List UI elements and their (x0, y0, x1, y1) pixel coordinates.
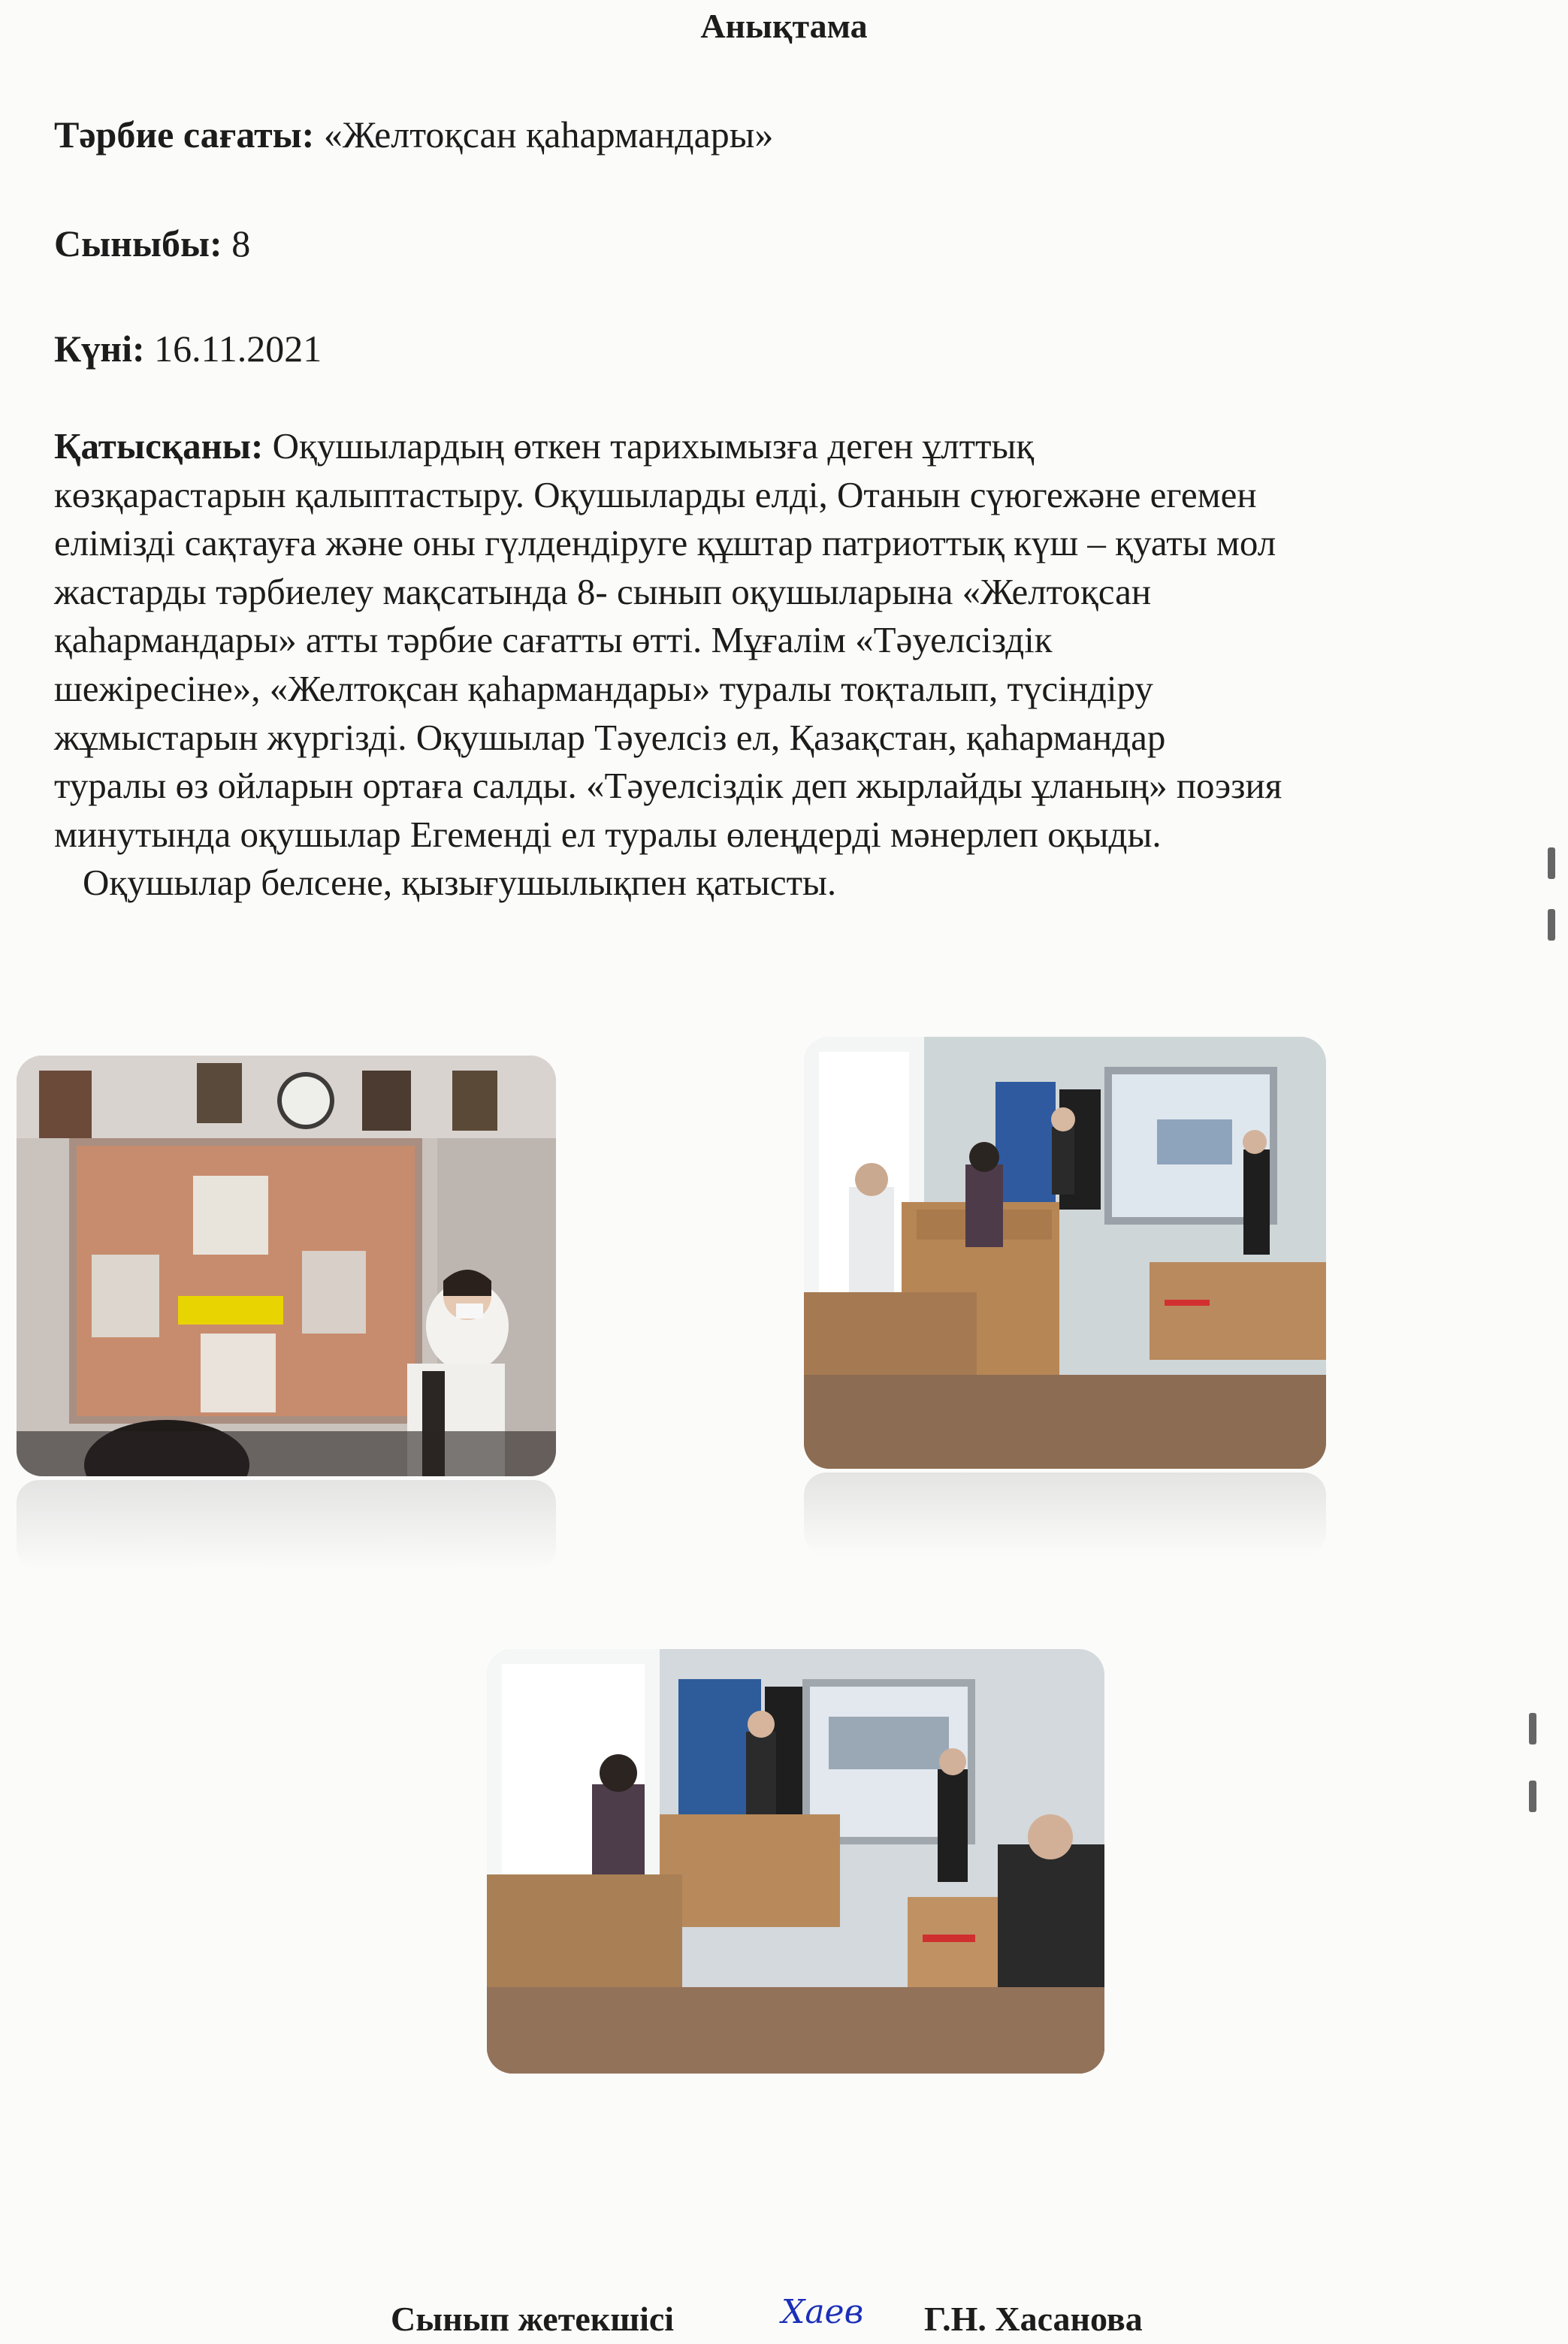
date-field (54, 327, 322, 370)
body-line-8: туралы өз ойларын ортаға салды. «Тәуелсіздік деп жырлайды ұланың» поэзия (54, 765, 1282, 807)
teacher-name: Г.Н. Хасанова (924, 2300, 1143, 2338)
class-teacher-label: Сынып жетекшісі (391, 2300, 675, 2338)
body-line-4: жастарды тәрбиелеу мақсатында 8- сынып оқушыларына «Желтоқсан (54, 570, 1152, 612)
class-field (54, 222, 250, 265)
class-value: 8 (231, 222, 251, 264)
participants-paragraph (54, 422, 1542, 908)
binder-hole (1548, 909, 1555, 941)
body-line-6: шежіресіне», «Желтоқсан қаһармандары» туралы тоқталып, түсіндіру (54, 667, 1153, 709)
date-value: 16.11.2021 (154, 328, 322, 370)
event-label: Тәрбие сағаты: (54, 113, 315, 156)
binder-hole (1529, 1713, 1536, 1744)
classroom-photo-3 (487, 1649, 1104, 2074)
binder-hole (1548, 847, 1555, 879)
body-line-10: Оқушылар белсене, қызығушылықпен қатысты. (83, 862, 837, 904)
date-label: Күні: (54, 328, 145, 370)
signature-line (0, 2293, 1568, 2344)
body-line-9: минутында оқушылар Егеменді ел туралы өлеңдерді мәнерлеп оқыды. (54, 813, 1162, 855)
body-line-1: Оқушылардың өткен тарихымызға деген ұлттық (272, 425, 1035, 467)
photo-2-reflection (804, 1473, 1326, 1555)
body-line-3: елімізді сақтауға және оны гүлдендіруге құштар патриоттық күш – қуаты мол (54, 522, 1276, 564)
binder-hole (1529, 1781, 1536, 1812)
document-title: Анықтама (700, 7, 868, 45)
classroom-photo-2 (804, 1037, 1326, 1469)
participants-label: Қатысқаны: (54, 425, 264, 467)
body-line-2: көзқарастарын қалыптастыру. Оқушыларды елді, Отанын сүюгежәне егемен (54, 473, 1257, 515)
event-field (54, 113, 773, 156)
class-label: Сыныбы: (54, 222, 222, 264)
event-value: «Желтоқсан қаһармандары» (323, 113, 774, 156)
photo-1-reflection (17, 1480, 556, 1570)
handwritten-signature: Хаев (781, 2293, 864, 2331)
body-line-5: қаһармандары» атты тәрбие сағатты өтті. Мұғалім «Тәуелсіздік (54, 619, 1053, 661)
classroom-photo-1 (17, 1056, 556, 1476)
body-line-7: жұмыстарын жүргізді. Оқушылар Тәуелсіз ел, Қазақстан, қаһармандар (54, 716, 1166, 758)
